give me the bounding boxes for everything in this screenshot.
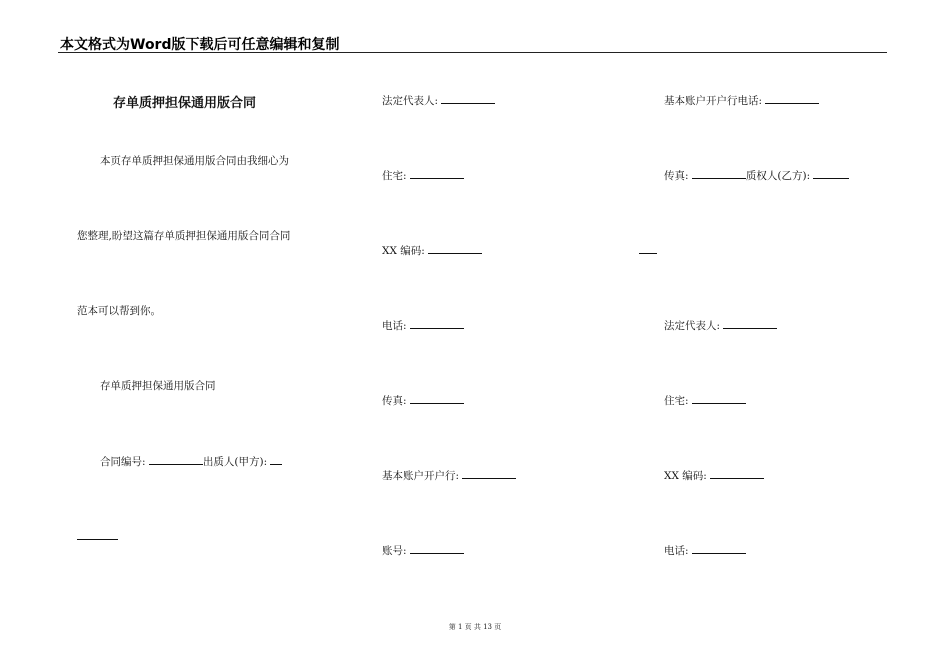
document-title: 存单质押担保通用版合同: [113, 96, 257, 111]
fax-label-2: 传真:: [664, 170, 689, 182]
col3-fax-pledgee: [664, 168, 849, 183]
pledgee-blank: [813, 168, 849, 179]
phone-blank: [410, 318, 464, 329]
bank-label: 基本账户开户行:: [382, 470, 460, 482]
account-label: 账号:: [382, 545, 407, 557]
col2-residence: [382, 168, 464, 183]
col2-phone: [382, 318, 464, 333]
residence-blank: [410, 168, 464, 179]
col2-fax: [382, 393, 464, 408]
col2-bank: [382, 468, 516, 483]
phone-blank-2: [692, 543, 746, 554]
contract-number-blank: [149, 454, 203, 465]
contract-subtitle: 存单质押担保通用版合同: [100, 380, 216, 392]
residence-label: 住宅:: [382, 170, 407, 182]
col2-account: [382, 543, 464, 558]
legal-rep-label: 法定代表人:: [382, 95, 439, 107]
header-divider: [58, 52, 887, 53]
col3-legal-rep: [664, 318, 777, 333]
postcode-label: XX 编码:: [382, 245, 425, 257]
col3-postcode: [664, 468, 764, 483]
bank-phone-blank: [765, 93, 819, 104]
phone-label-2: 电话:: [664, 545, 689, 557]
contract-number-line: [100, 454, 282, 469]
col2-postcode: [382, 243, 482, 258]
intro-line-2: 您整理,盼望这篇存单质押担保通用版合同合同: [77, 230, 291, 242]
bank-phone-label: 基本账户开户行电话:: [664, 95, 763, 107]
pledgor-blank: [270, 454, 282, 465]
fax-label: 传真:: [382, 395, 407, 407]
residence-blank-2: [692, 393, 746, 404]
intro-line-1: 本页存单质押担保通用版合同由我细心为: [100, 155, 289, 167]
legal-rep-label-2: 法定代表人:: [664, 320, 721, 332]
pledgee-blank-continued: [639, 253, 657, 254]
col2-legal-rep: [382, 93, 495, 108]
phone-label: 电话:: [382, 320, 407, 332]
account-blank: [410, 543, 464, 554]
pledgor-blank-continued: [77, 539, 118, 540]
fax-blank-2: [692, 168, 746, 179]
pledgee-label: 质权人(乙方):: [745, 170, 811, 182]
col3-residence: [664, 393, 746, 408]
postcode-label-2: XX 编码:: [664, 470, 707, 482]
col3-bank-phone: [664, 93, 819, 108]
page-number-footer: 第 1 页 共 13 页: [448, 623, 502, 631]
legal-rep-blank: [441, 93, 495, 104]
fax-blank: [410, 393, 464, 404]
bank-blank: [462, 468, 516, 479]
pledgor-label: 出质人(甲方):: [202, 456, 268, 468]
col3-phone: [664, 543, 746, 558]
residence-label-2: 住宅:: [664, 395, 689, 407]
postcode-blank: [428, 243, 482, 254]
contract-number-label: 合同编号:: [100, 456, 146, 468]
intro-line-3: 范本可以帮到你。: [77, 305, 161, 317]
legal-rep-blank-2: [723, 318, 777, 329]
postcode-blank-2: [710, 468, 764, 479]
document-header: 本文格式为Word版下载后可任意编辑和复制: [60, 37, 340, 53]
